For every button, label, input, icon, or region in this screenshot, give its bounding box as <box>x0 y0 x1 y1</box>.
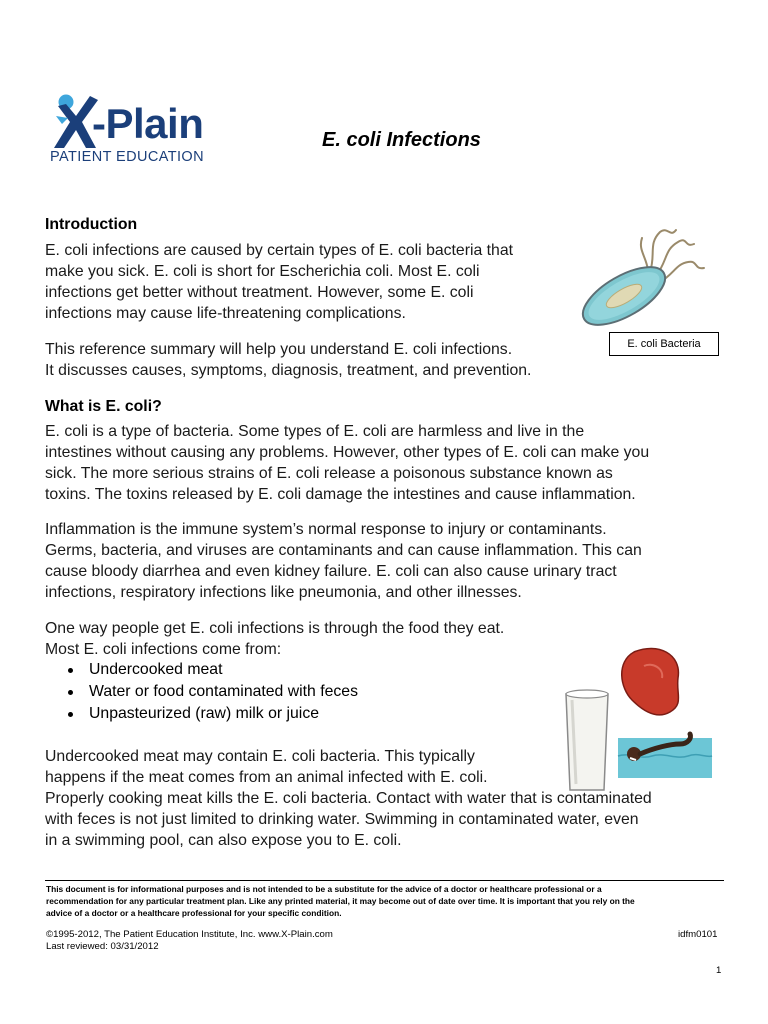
page-number: 1 <box>716 965 722 976</box>
raw-meat-icon <box>622 648 679 714</box>
bacteria-illustration <box>578 224 708 332</box>
text-line: toxins. The toxins released by E. coli damage the intestines and cause inflammation. <box>45 486 636 503</box>
text-line: It discusses causes, symptoms, diagnosis, treatment, and prevention. <box>45 362 532 379</box>
list-item: Undercooked meat <box>45 659 358 681</box>
text-line: intestines without causing any problems. However, other types of E. coli can make you <box>45 444 650 461</box>
text-line: in a swimming pool, can also expose you to E. coli. <box>45 832 402 849</box>
x-plain-logo <box>48 92 218 172</box>
text-line: cause bloody diarrhea and even kidney failure. E. coli can also cause urinary tract <box>45 563 617 580</box>
text-line: happens if the meat comes from an animal infected with E. coli. <box>45 769 488 786</box>
list-item: Water or food contaminated with feces <box>45 681 358 703</box>
intro-paragraph-2 <box>45 339 531 381</box>
what-paragraph-4 <box>45 746 652 851</box>
logo-tagline: PATIENT EDUCATION <box>50 149 204 165</box>
disclaimer-line: advice of a doctor or a healthcare professional for your specific condition. <box>46 908 342 918</box>
intro-heading: Introduction <box>45 216 138 233</box>
sources-list <box>45 659 358 725</box>
text-line: Undercooked meat may contain E. coli bacteria. This typically <box>45 748 475 765</box>
bacteria-caption: E. coli Bacteria <box>609 332 719 356</box>
text-line: One way people get E. coli infections is through the food they eat. <box>45 620 505 637</box>
text-line: Properly cooking meat kills the E. coli bacteria. Contact with water that is contaminated <box>45 790 652 807</box>
text-line: infections get better without treatment. However, some E. coli <box>45 284 474 301</box>
document-id: idfm0101 <box>678 929 718 940</box>
text-line: E. coli is a type of bacteria. Some types of E. coli are harmless and live in the <box>45 423 585 440</box>
intro-paragraph-1 <box>45 240 513 324</box>
text-line: This reference summary will help you understand E. coli infections. <box>45 341 513 358</box>
text-line: with feces is not just limited to drinking water. Swimming in contaminated water, even <box>45 811 639 828</box>
text-line: Inflammation is the immune system’s normal response to injury or contaminants. <box>45 521 607 538</box>
list-item: Unpasteurized (raw) milk or juice <box>45 703 358 725</box>
text-line: sick. The more serious strains of E. coli release a poisonous substance known as <box>45 465 613 482</box>
text-line: infections may cause life-threatening complications. <box>45 305 406 322</box>
disclaimer <box>46 883 726 919</box>
disclaimer-line: recommendation for any particular treatment plan. Like any printed material, it may become out of date over time. It is important that you rely on the <box>46 896 635 906</box>
text-line: Germs, bacteria, and viruses are contaminants and can cause inflammation. This can <box>45 542 642 559</box>
disclaimer-line: This document is for informational purposes and is not intended to be a substitute for the advice of a doctor or healthcare professional or a <box>46 884 602 894</box>
what-paragraph-2 <box>45 519 642 603</box>
text-line: E. coli infections are caused by certain types of E. coli bacteria that <box>45 242 514 259</box>
last-reviewed: Last reviewed: 03/31/2012 <box>46 941 159 952</box>
text-line: infections, respiratory infections like pneumonia, and other illnesses. <box>45 584 522 601</box>
what-paragraph-1 <box>45 421 649 505</box>
footer-divider <box>45 880 724 881</box>
copyright-line: ©1995-2012, The Patient Education Institute, Inc. www.X-Plain.com <box>46 929 333 940</box>
logo-wordmark: -Plain <box>92 100 204 147</box>
what-is-heading: What is E. coli? <box>45 398 162 415</box>
document-title: E. coli Infections <box>322 129 481 151</box>
text-line: make you sick. E. coli is short for Escherichia coli. Most E. coli <box>45 263 480 280</box>
text-line: Most E. coli infections come from: <box>45 641 282 658</box>
what-paragraph-3 <box>45 618 504 660</box>
